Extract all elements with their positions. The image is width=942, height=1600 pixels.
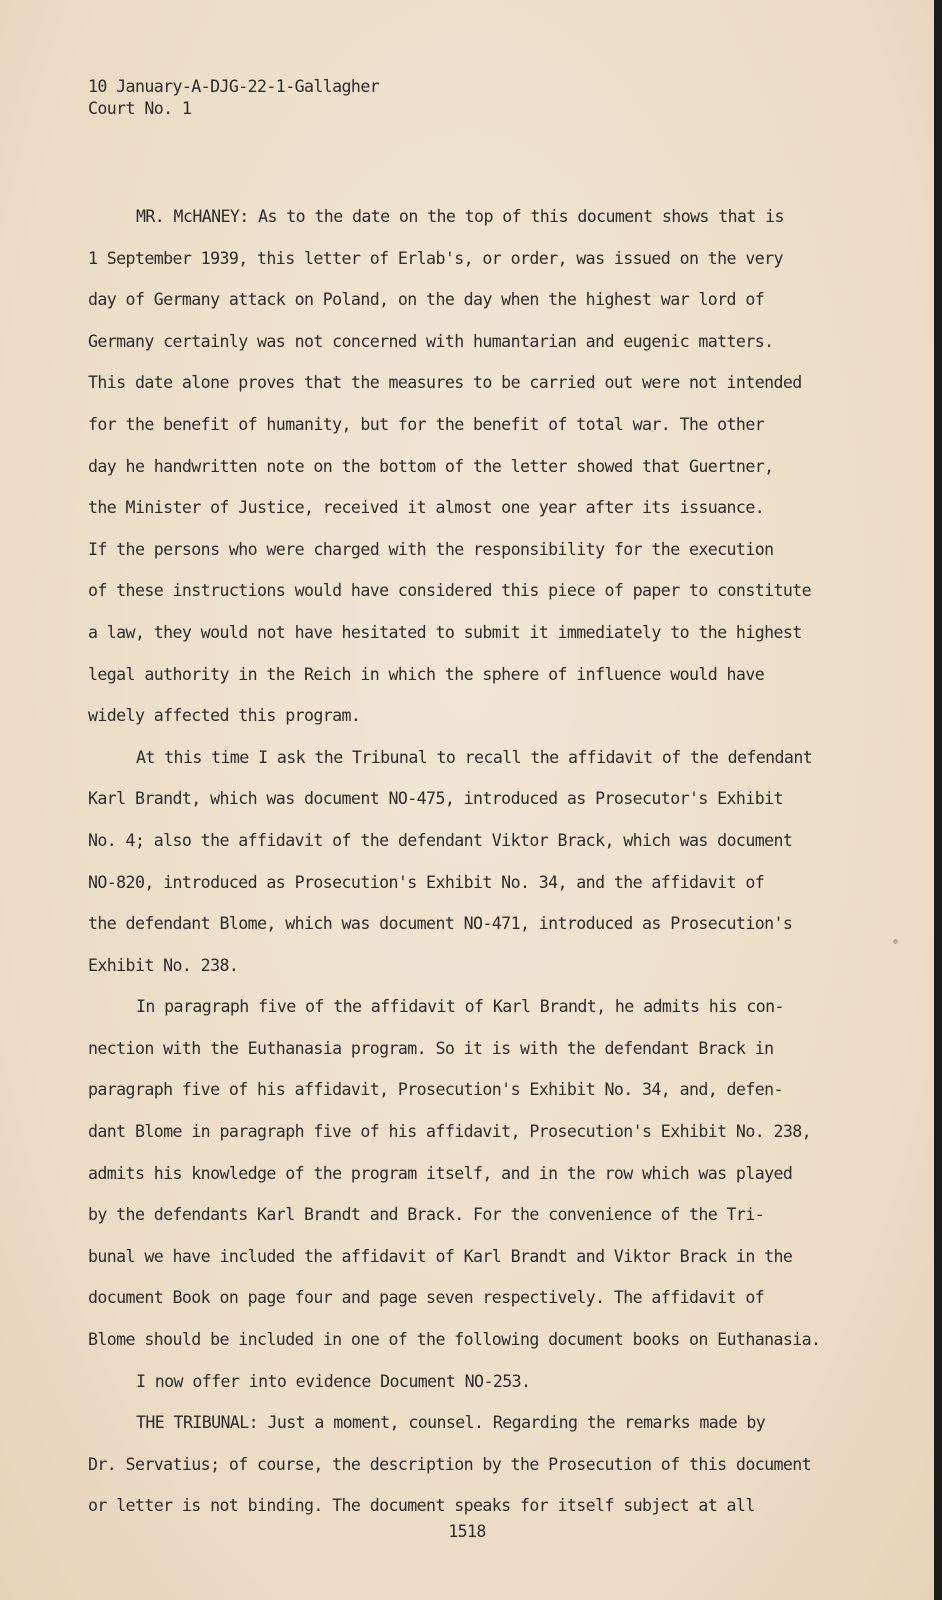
transcript-line: MR. McHANEY: As to the date on the top of this document shows that is [136,207,784,226]
header-court: Court No. 1 [88,99,192,118]
transcript-line: day he handwritten note on the bottom of the letter showed that Guertner, [88,456,774,476]
transcript-line: THE TRIBUNAL: Just a moment, counsel. Regarding the remarks made by [136,1413,766,1433]
transcript-line: I now offer into evidence Document NO-253. [136,1371,531,1391]
transcript-line: the Minister of Justice, received it almost one year after its issuance. [88,498,765,518]
paper-speck [893,939,898,944]
document-header [88,76,379,120]
transcript-line: nection with the Euthanasia program. So it is with the defendant Brack in [88,1038,774,1058]
transcript-line: document Book on page four and page seven respectively. The affidavit of [88,1288,765,1308]
transcript-line: Blome should be included in one of the following document books on Euthanasia. [88,1330,821,1350]
transcript-line: NO-820, introduced as Prosecution's Exhibit No. 34, and the affidavit of [88,872,765,892]
transcript-line: Dr. Servatius; of course, the description by the Prosecution of this document [88,1454,812,1474]
transcript-line: Exhibit No. 238. [88,955,239,975]
transcript-line: widely affected this program. [88,706,361,726]
transcript-line: for the benefit of humanity, but for the benefit of total war. The other [88,414,765,434]
page-number: 1518 [448,1522,486,1541]
transcript-line: the defendant Blome, which was document NO-471, introduced as Prosecution's [88,914,793,934]
transcript-line: or letter is not binding. The document speaks for itself subject at all [88,1496,755,1516]
transcript-line: No. 4; also the affidavit of the defendant Viktor Brack, which was document [88,830,793,850]
transcript-line: legal authority in the Reich in which the sphere of influence would have [88,664,765,684]
transcript-line: day of Germany attack on Poland, on the day when the highest war lord of [88,290,765,310]
transcript-line: Karl Brandt, which was document NO-475, introduced as Prosecutor's Exhibit [88,789,783,809]
transcript-line: paragraph five of his affidavit, Prosecution's Exhibit No. 34, and, defen- [88,1080,783,1100]
transcript-line: This date alone proves that the measures to be carried out were not intended [88,373,802,393]
transcript-line: of these instructions would have considered this piece of paper to constitute [88,581,812,601]
transcript-line: 1 September 1939, this letter of Erlab's, or order, was issued on the very [88,248,783,268]
transcript-line: bunal we have included the affidavit of Karl Brandt and Viktor Brack in the [88,1246,793,1266]
header-reference: 10 January-A-DJG-22-1-Gallagher [88,77,380,96]
transcript-line: At this time I ask the Tribunal to recall the affidavit of the defendant [136,747,813,767]
transcript-body [88,196,880,1527]
transcript-line: Germany certainly was not concerned with humantarian and eugenic matters. [88,331,774,351]
transcript-line: dant Blome in paragraph five of his affidavit, Prosecution's Exhibit No. 238, [88,1122,812,1142]
transcript-line: by the defendants Karl Brandt and Brack. For the convenience of the Tri- [88,1205,765,1225]
transcript-line: a law, they would not have hesitated to submit it immediately to the highest [88,622,802,642]
transcript-line: In paragraph five of the affidavit of Karl Brandt, he admits his con- [136,997,784,1017]
transcript-line: admits his knowledge of the program itself, and in the row which was played [88,1163,793,1183]
transcript-line: If the persons who were charged with the responsibility for the execution [88,539,774,559]
